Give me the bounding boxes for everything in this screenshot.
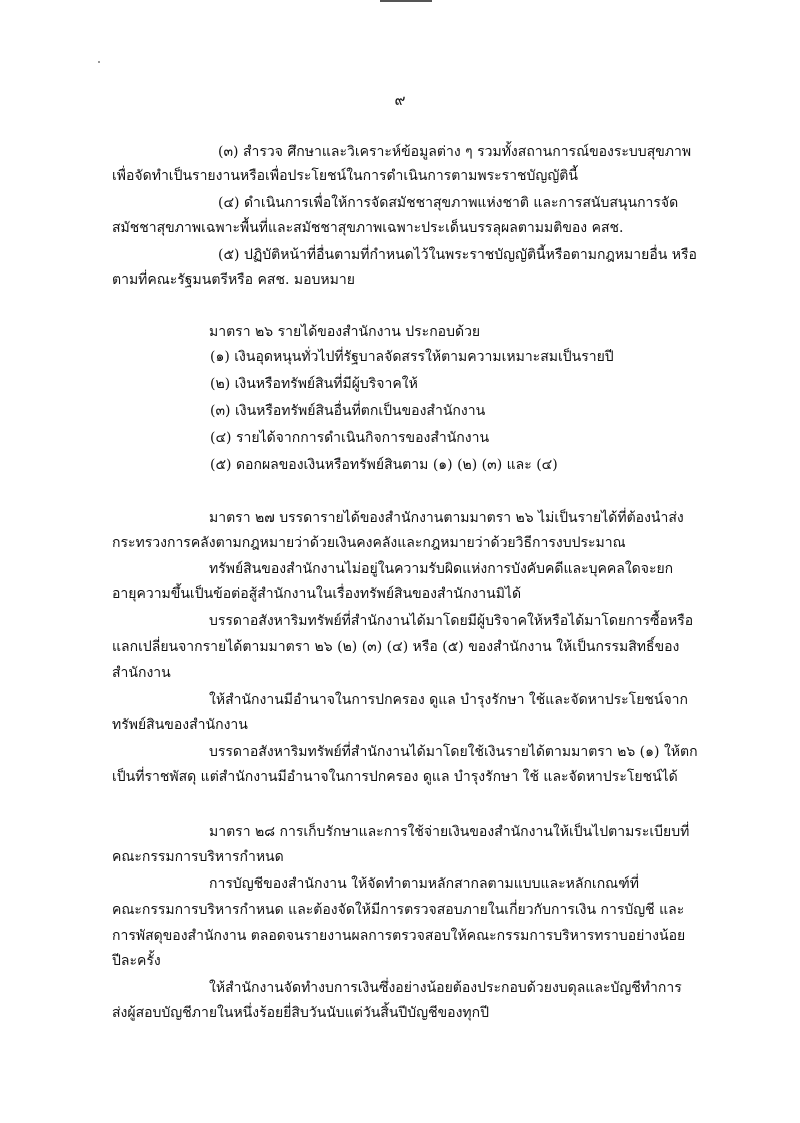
paragraph-line: ให้สำนักงานจัดทำงบการเงินซึ่งอย่างน้อยต้องประกอบด้วยงบดุลและบัญชีทำการ	[209, 980, 682, 996]
paragraph-line: ให้สำนักงานมีอำนาจในการปกครอง ดูแล บำรุงรักษา ใช้และจัดหาประโยชน์จาก	[209, 692, 689, 708]
paragraph-line: การพัสดุของสำนักงาน ตลอดจนรายงานผลการตรวจสอบให้คณะกรรมการบริหารทราบอย่างน้อย	[112, 928, 686, 944]
scan-artifact-line	[380, 0, 432, 2]
list-item: (๑) เงินอุดหนุนทั่วไปที่รัฐบาลจัดสรรให้ตามความเหมาะสมเป็นรายปี	[210, 349, 614, 365]
paragraph-line: การบัญชีของสำนักงาน ให้จัดทำตามหลักสากลตามแบบและหลักเกณฑ์ที่	[209, 876, 640, 892]
paragraph-line: สมัชชาสุขภาพเฉพาะพื้นที่และสมัชชาสุขภาพเฉพาะประเด็นบรรลุผลตามมติของ คสช.	[112, 220, 624, 236]
paragraph-line: ทรัพย์สินของสำนักงานไม่อยู่ในความรับผิดแห่งการบังคับคดีและบุคคลใดจะยก	[209, 561, 674, 577]
paragraph-line: คณะกรรมการบริหารกำหนด และต้องจัดให้มีการตรวจสอบภายในเกี่ยวกับการเงิน การบัญชี และ	[112, 902, 685, 918]
paragraph-line: แลกเปลี่ยนจากรายได้ตามมาตรา ๒๖ (๒) (๓) (๔) หรือ (๕) ของสำนักงาน ให้เป็นกรรมสิทธิ์ของ	[112, 639, 680, 655]
paragraph-line: เป็นที่ราชพัสดุ แต่สำนักงานมีอำนาจในการปกครอง ดูแล บำรุงรักษา ใช้ และจัดหาประโยชน์ได้	[112, 769, 678, 785]
list-item: (๒) เงินหรือทรัพย์สินที่มีผู้บริจาคให้	[210, 376, 418, 392]
list-item: (๓) เงินหรือทรัพย์สินอื่นที่ตกเป็นของสำนักงาน	[210, 403, 486, 419]
paragraph-line: บรรดาอสังหาริมทรัพย์ที่สำนักงานได้มาโดยมีผู้บริจาคให้หรือได้มาโดยการซื้อหรือ	[209, 613, 694, 629]
paragraph-line: ตามที่คณะรัฐมนตรีหรือ คสช. มอบหมาย	[112, 272, 355, 288]
section-heading: มาตรา ๒๘ การเก็บรักษาและการใช้จ่ายเงินของสำนักงานให้เป็นไปตามระเบียบที่	[209, 824, 690, 840]
paragraph-line: (๓) สำรวจ ศึกษาและวิเคราะห์ข้อมูลต่าง ๆ รวมทั้งสถานการณ์ของระบบสุขภาพ	[218, 144, 692, 160]
paragraph-line: ทรัพย์สินของสำนักงาน	[112, 717, 248, 733]
paragraph-line: เพื่อจัดทำเป็นรายงานหรือเพื่อประโยชน์ในการดำเนินการตามพระราชบัญญัตินี้	[112, 168, 578, 184]
paragraph-line: ปีละครั้ง	[112, 953, 161, 969]
paragraph-line: (๔) ดำเนินการเพื่อให้การจัดสมัชชาสุขภาพแห่งชาติ และการสนับสนุนการจัด	[218, 195, 679, 211]
list-item: (๔) รายได้จากการดำเนินกิจการของสำนักงาน	[210, 430, 490, 446]
paragraph-line: (๕) ปฏิบัติหน้าที่อื่นตามที่กำหนดไว้ในพระราชบัญญัตินี้หรือตามกฎหมายอื่น หรือ	[218, 247, 697, 263]
paragraph-line: กระทรวงการคลังตามกฎหมายว่าด้วยเงินคงคลังและกฎหมายว่าด้วยวิธีการงบประมาณ	[112, 535, 626, 551]
paragraph-line: บรรดาอสังหาริมทรัพย์ที่สำนักงานได้มาโดยใช้เงินรายได้ตามมาตรา ๒๖ (๑) ให้ตก	[209, 744, 698, 760]
section-heading: มาตรา ๒๗ บรรดารายได้ของสำนักงานตามมาตรา ๒๖ ไม่เป็นรายได้ที่ต้องนำส่ง	[209, 510, 684, 526]
page-number: ๙	[394, 91, 406, 109]
list-item: (๕) ดอกผลของเงินหรือทรัพย์สินตาม (๑) (๒) (๓) และ (๔)	[210, 457, 558, 473]
section-heading: มาตรา ๒๖ รายได้ของสำนักงาน ประกอบด้วย	[209, 324, 481, 340]
paragraph-line: อายุความขึ้นเป็นข้อต่อสู้สำนักงานในเรื่องทรัพย์สินของสำนักงานมิได้	[112, 586, 522, 602]
scan-artifact-dot	[98, 61, 100, 63]
paragraph-line: คณะกรรมการบริหารกำหนด	[112, 849, 284, 865]
paragraph-line: ส่งผู้สอบบัญชีภายในหนึ่งร้อยยี่สิบวันนับแต่วันสิ้นปีบัญชีของทุกปี	[112, 1005, 490, 1021]
paragraph-line: สำนักงาน	[112, 665, 171, 681]
